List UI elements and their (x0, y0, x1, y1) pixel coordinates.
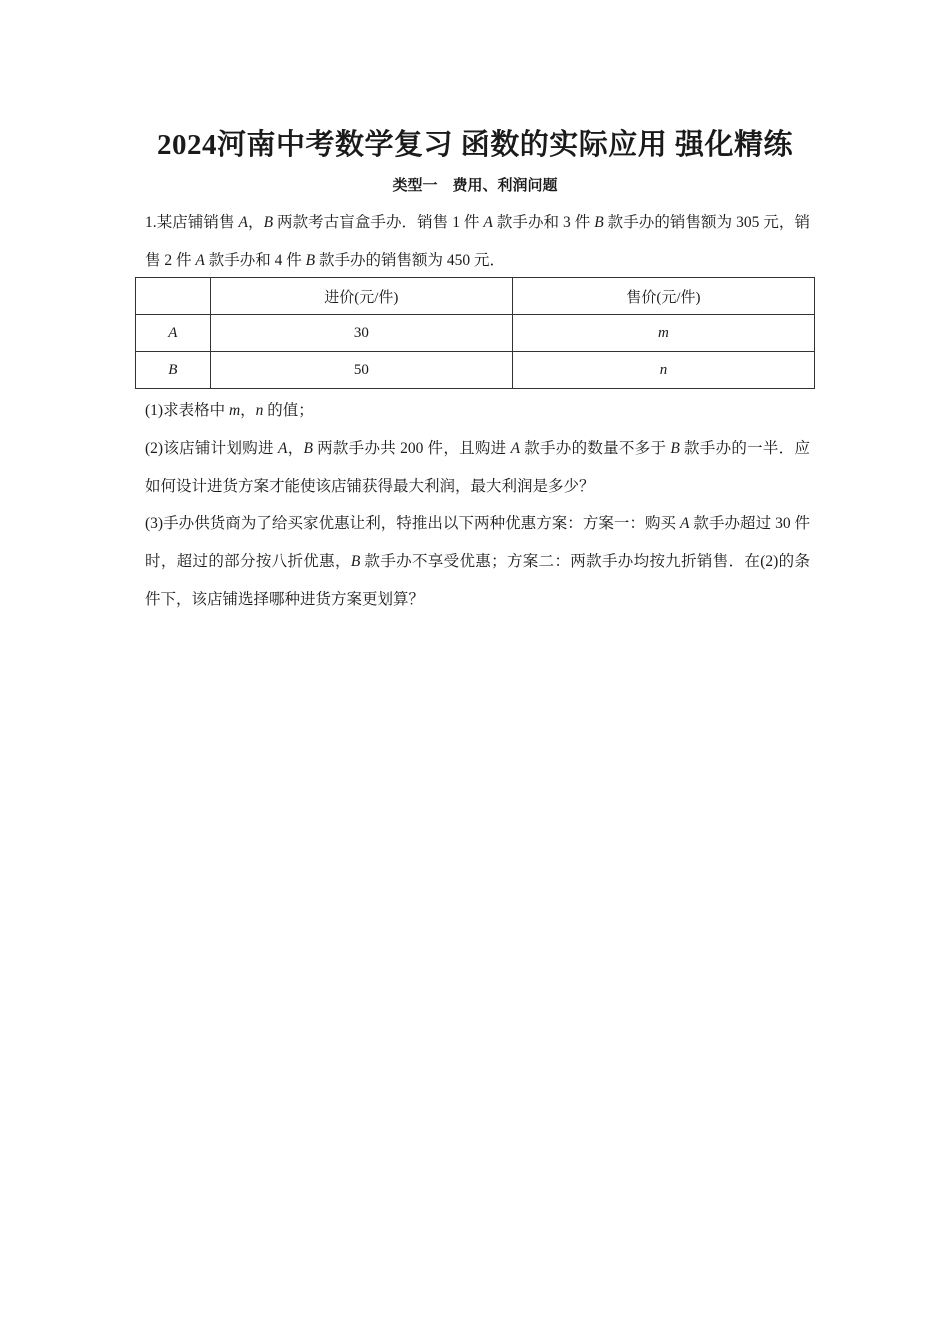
var-b: B (263, 214, 274, 231)
header-cell-cost: 进价(元/件) (210, 278, 512, 315)
problem-1-intro (145, 204, 810, 280)
var-a: A (238, 214, 248, 231)
cost-cell: 30 (210, 315, 512, 352)
var-b: B (168, 361, 178, 378)
header-cell-empty (136, 278, 211, 315)
text: 款手办的销售额为 305 元，销售 2 件 (145, 214, 810, 269)
text: 两款考古盲盒手办．销售 1 件 (273, 214, 484, 231)
question-3 (145, 505, 810, 619)
text: (1)求表格中 (145, 402, 229, 419)
text: 款手办不享受优惠；方案二：两款手办均按九折销售．在(2)的条件下，该店铺选择哪种进货方案更划算？ (145, 553, 810, 608)
var-a: A (510, 440, 521, 457)
var-m: m (228, 402, 241, 419)
var-a: A (483, 214, 493, 231)
text: 1.某店铺销售 (145, 214, 239, 231)
text: 的值； (263, 402, 314, 419)
text: 两款手办共 200 件，且购进 (312, 440, 511, 457)
table-row (136, 315, 815, 352)
question-2 (145, 430, 810, 506)
text: ， (240, 402, 256, 419)
text: 款手办超过 30 件时，超过的部分按八折优惠， (145, 515, 810, 570)
var-b: B (303, 440, 313, 457)
header-cell-price: 售价(元/件) (512, 278, 814, 315)
table-header-row (136, 278, 815, 315)
text: (3)手办供货商为了给买家优惠让利，特推出以下两种优惠方案：方案一：购买 (145, 515, 681, 532)
text: 款手办的销售额为 450 元． (315, 252, 505, 269)
var-n: n (255, 402, 264, 419)
question-1 (145, 392, 810, 430)
text: 款手办和 3 件 (492, 214, 595, 231)
var-a: A (680, 515, 690, 532)
text: 款手办的数量不多于 (520, 440, 671, 457)
price-table (135, 277, 815, 389)
document-title: 2024河南中考数学复习 函数的实际应用 强化精练 (156, 129, 793, 161)
text: ， (247, 214, 264, 231)
row-label (136, 315, 211, 352)
var-b: B (350, 553, 361, 570)
text: 款手办的一半．应如何设计进货方案才能使该店铺获得最大利润，最大利润是多少？ (145, 440, 810, 495)
var-a: A (195, 252, 205, 269)
text: 款手办和 4 件 (204, 252, 306, 269)
text: ， (287, 440, 304, 457)
var-n: n (659, 361, 668, 378)
var-a: A (277, 440, 288, 457)
var-b: B (670, 440, 680, 457)
price-cell (512, 315, 814, 352)
text: (2)该店铺计划购进 (145, 440, 278, 457)
var-m: m (658, 324, 669, 341)
cost-cell: 50 (210, 352, 512, 389)
price-cell (512, 352, 814, 389)
var-b: B (594, 214, 604, 231)
table-row (136, 352, 815, 389)
var-b: B (305, 252, 316, 269)
row-label (136, 352, 211, 389)
section-heading: 类型一 费用、利润问题 (392, 178, 558, 194)
var-a: A (168, 324, 178, 341)
